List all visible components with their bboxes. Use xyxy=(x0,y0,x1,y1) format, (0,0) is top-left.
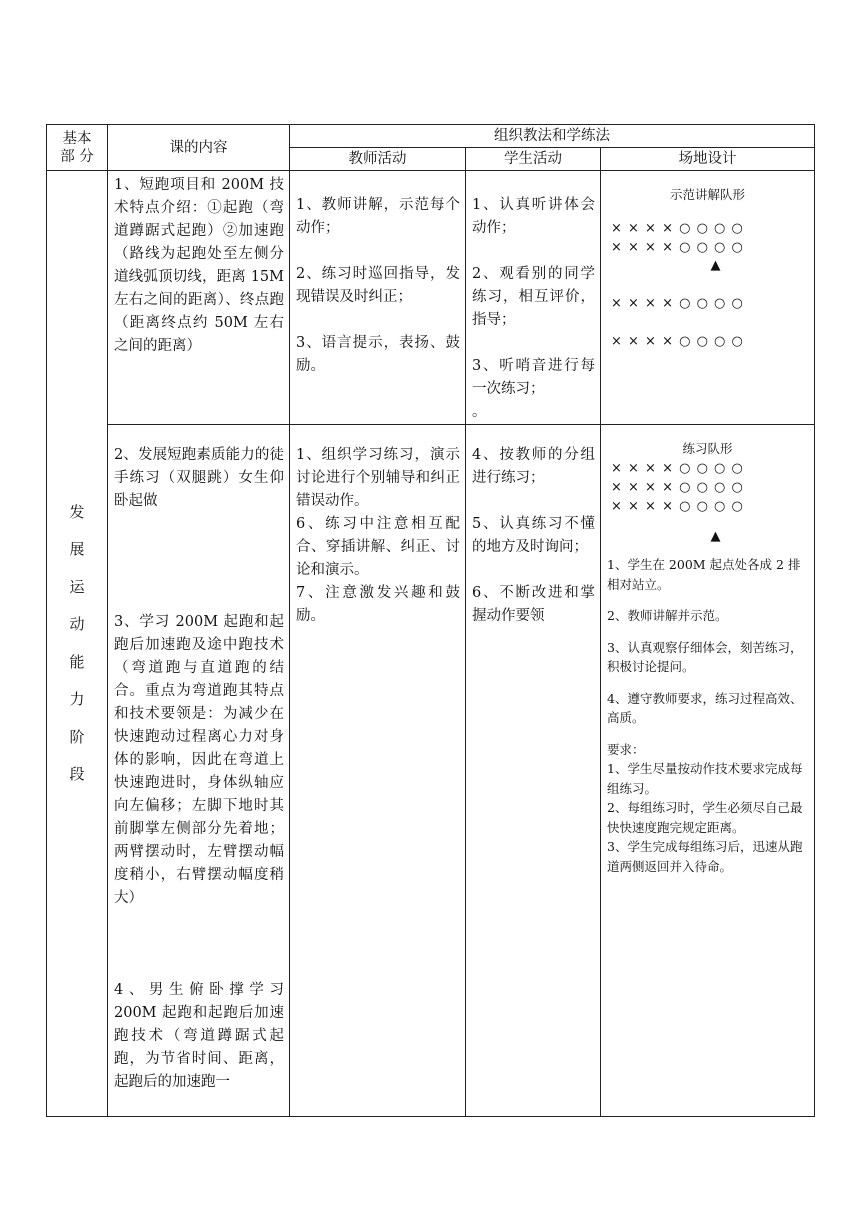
requirement-item: 3、学生完成每组练习后，迅速从跑道两侧返回并入待命。 xyxy=(607,839,803,874)
requirement-item: 2、每组练习时，学生必须尽自己最快快速度跑完规定距离。 xyxy=(607,800,803,835)
field-design-header: 场地设计 xyxy=(601,148,815,171)
row2-teacher-item: 1、组织学习练习，演示讨论进行个别辅导和纠正错误动作。 xyxy=(296,447,460,509)
lesson-plan-table xyxy=(46,124,815,1117)
formation-row: × × × × ○ ○ ○ ○ xyxy=(611,296,744,311)
formation-row: × × × × ○ ○ ○ ○ xyxy=(611,221,744,236)
row1-student-item: 2、观看别的同学练习，相互评价，指导； xyxy=(472,266,595,328)
row2-content-item: 4、男生俯卧撑学习 200M 起跑和起跑后加速跑技术（弯道蹲踞式起跑，为节省时间、距离，起跑后的加速跑一 xyxy=(114,982,284,1090)
teacher-triangle-icon: ▲ xyxy=(710,529,721,544)
formation-row: × × × × ○ ○ ○ ○ xyxy=(611,461,744,476)
field-note: 4、遵守教师要求，练习过程高效、高质。 xyxy=(607,690,803,725)
formation-row: × × × × ○ ○ ○ ○ xyxy=(611,499,744,514)
student-activity-header: 学生活动 xyxy=(466,148,601,171)
row1-teacher-item: 2、练习时巡回指导，发现错误及时纠正； xyxy=(296,266,460,305)
row2-student-item: 6、不断改进和掌握动作要领 xyxy=(472,585,595,624)
row1-teacher-item: 1、教师讲解，示范每个动作； xyxy=(296,197,460,236)
field-note: 2、教师讲解并示范。 xyxy=(607,608,728,623)
requirement-item: 1、学生尽量按动作技术要求完成每组练习。 xyxy=(607,761,803,796)
teacher-activity-header: 教师活动 xyxy=(290,148,466,171)
teacher-triangle-icon: ▲ xyxy=(710,258,721,273)
row2-content xyxy=(108,425,290,1117)
practice-formation-title: 练习队形 xyxy=(682,441,733,456)
row2-teacher-item: 6、练习中注意相互配合、穿插讲解、纠正、讨论和演示。 xyxy=(296,516,460,578)
row2-student-item: 5、认真练习不懂的地方及时询问； xyxy=(472,516,595,555)
requirements-heading: 要求： xyxy=(607,741,645,757)
demo-formation-title: 示范讲解队形 xyxy=(669,187,745,202)
formation-row: × × × × ○ ○ ○ ○ xyxy=(611,334,744,349)
formation-row: × × × × ○ ○ ○ ○ xyxy=(611,240,744,255)
row2-teacher xyxy=(290,425,466,1117)
row2-content-item: 3、学习 200M 起跑和起跑后加速跑及途中跑技术（弯道跑与直道跑的结合。重点为弯道跑其特点和技术要领是：为减少在快速跑动过程离心力对身体的影响，因此在弯道上快速跑进时，身体纵轴应向左偏移；左脚下地时其前脚掌左侧部分先着地；两臂摆动时，左臂摆动幅度稍小，右臂摆动幅度稍大） xyxy=(114,614,284,906)
row1-teacher xyxy=(290,171,466,425)
row2-teacher-item: 7、注意激发兴趣和鼓励。 xyxy=(296,585,460,624)
row1-student-item: 3、听哨音进行每一次练习； 。 xyxy=(472,358,595,420)
formation-row: × × × × ○ ○ ○ ○ xyxy=(611,480,744,495)
row2-content-item: 2、发展短跑素质能力的徒手练习（双腿跳）女生仰卧起做 xyxy=(114,447,284,509)
row1-field-design xyxy=(601,171,815,425)
field-note: 3、认真观察仔细体会，刻苦练习，积极讨论提问。 xyxy=(607,639,803,674)
row1-student xyxy=(466,171,601,425)
row1-content: 1、短跑项目和 200M 技术特点介绍：①起跑（弯道蹲踞式起跑）②加速跑（路线为起跑处至左侧分道线弧顶切线，距离 15M 左右之间的距离）、终点跑（距离终点约 50M 左右之间的距离） xyxy=(108,171,290,425)
lesson-content-header: 课的内容 xyxy=(108,125,290,171)
section-label: 发 展 运 动 能 力 阶 段 xyxy=(47,171,108,1117)
row2-student-item: 4、按教师的分组进行练习； xyxy=(472,447,595,486)
row1-teacher-item: 3、语言提示，表扬、鼓励。 xyxy=(296,335,460,374)
field-note: 1、学生在 200M 起点处各成 2 排相对站立。 xyxy=(607,557,801,592)
row1-student-item: 1、认真听讲体会动作； xyxy=(472,197,595,236)
row2-field-design xyxy=(601,425,815,1117)
organization-header: 组织教法和学练法 xyxy=(290,125,815,148)
basic-part-header: 基本 部 分 xyxy=(47,125,108,171)
row2-student xyxy=(466,425,601,1117)
